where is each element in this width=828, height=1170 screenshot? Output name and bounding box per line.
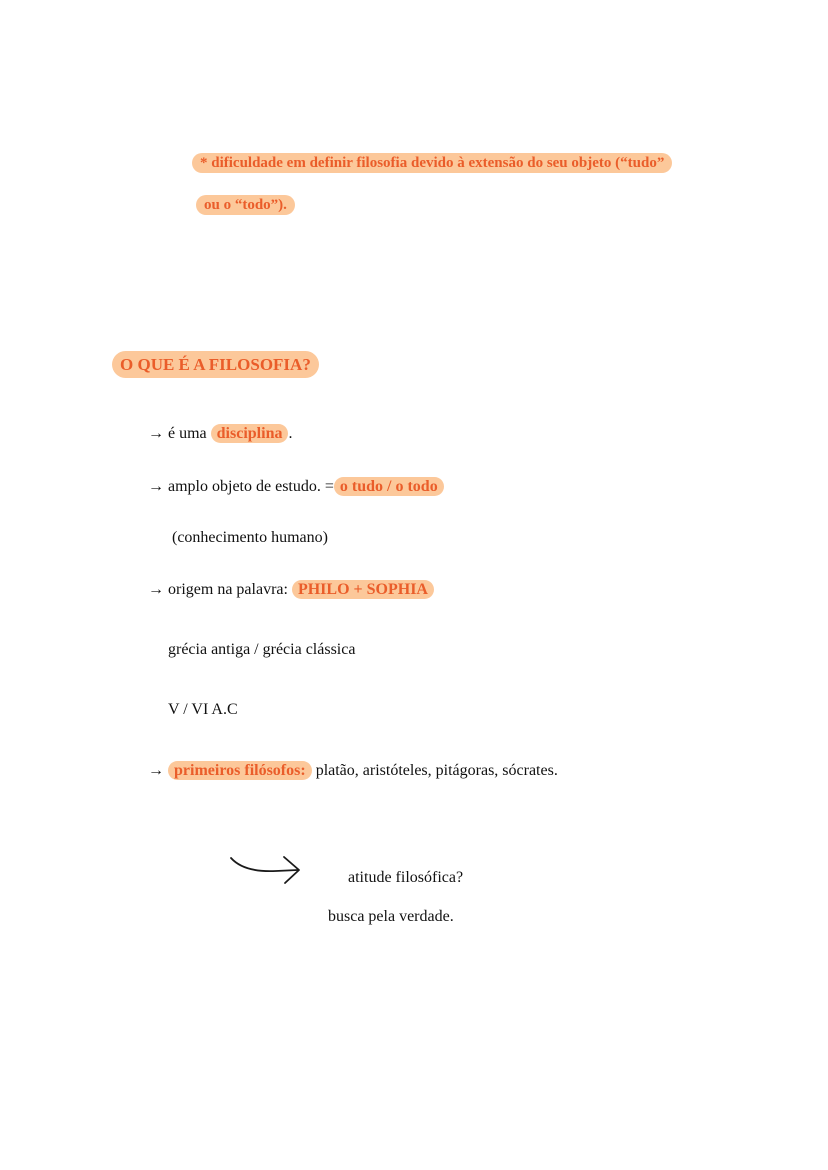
item-grecia <box>168 639 355 661</box>
note-line-1 <box>192 155 672 172</box>
right-arrow-icon <box>228 852 304 886</box>
item-origem <box>148 579 434 601</box>
aside-question: atitude filosófica? <box>348 869 464 886</box>
item-filosofos <box>148 760 558 782</box>
note-line-2 <box>196 197 295 214</box>
item-disciplina <box>148 423 292 445</box>
item-highlight: disciplina <box>211 424 289 443</box>
item-seculo <box>168 699 238 721</box>
section-heading-text: O QUE É A FILOSOFIA? <box>112 351 319 378</box>
note-line-2-text: ou o “todo”). <box>196 195 295 215</box>
item-prefix: → é uma <box>148 425 211 442</box>
item-prefix: → <box>148 762 168 779</box>
item-conhecimento <box>172 527 328 549</box>
item-text: grécia antiga / grécia clássica <box>168 641 356 658</box>
item-text: (conhecimento humano) <box>172 529 328 546</box>
item-highlight: PHILO + SOPHIA <box>292 580 434 599</box>
item-text: V / VI A.C <box>168 701 238 718</box>
note-line-1-text: * dificuldade em definir filosofia devido à extensão do seu objeto (“tudo” <box>192 153 672 173</box>
aside-answer: busca pela verdade. <box>328 908 454 925</box>
item-highlight: primeiros filósofos: <box>168 761 312 780</box>
item-prefix: → amplo objeto de estudo. = <box>148 478 334 495</box>
item-prefix: → origem na palavra: <box>148 581 292 598</box>
item-objeto <box>148 476 444 498</box>
section-heading <box>112 355 319 375</box>
item-highlight: o tudo / o todo <box>334 477 444 496</box>
item-suffix: . <box>288 425 293 442</box>
item-suffix: platão, aristóteles, pitágoras, sócrates. <box>311 762 558 779</box>
